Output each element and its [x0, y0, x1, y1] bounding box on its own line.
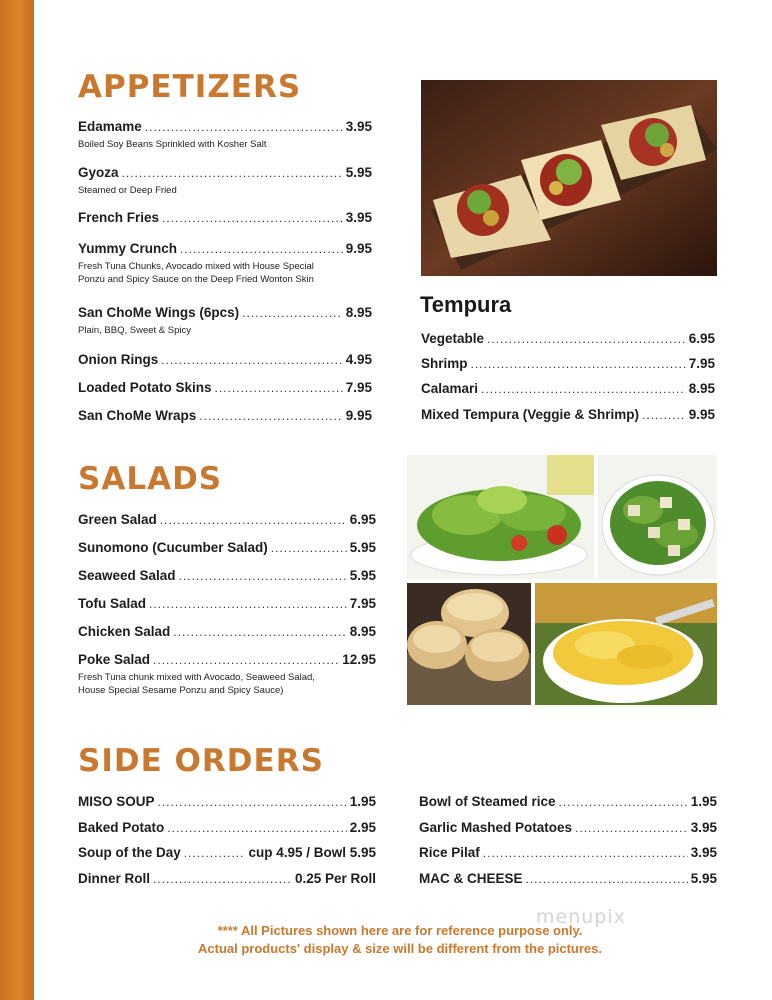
appetizer-photo: [421, 80, 717, 276]
item-name: Yummy Crunch: [78, 241, 178, 256]
menu-item: [421, 406, 715, 424]
item-price: 12.95: [342, 652, 376, 667]
menu-item: [78, 304, 372, 337]
item-price: 1.95: [690, 794, 717, 809]
menu-item: [78, 651, 376, 697]
item-price: 7.95: [345, 380, 372, 395]
menu-item: [78, 567, 376, 585]
item-name: San ChoMe Wings (6pcs): [78, 305, 240, 320]
item-name: Bowl of Steamed rice: [419, 794, 556, 809]
menu-item: [78, 164, 372, 197]
item-name: Soup of the Day: [78, 845, 181, 860]
item-name: Loaded Potato Skins: [78, 380, 212, 395]
item-price: 6.95: [688, 331, 715, 346]
item-price: 4.95: [345, 352, 372, 367]
item-name: MISO SOUP: [78, 794, 155, 809]
orange-side-border: [0, 0, 34, 1000]
item-price: 3.95: [690, 845, 717, 860]
item-name: Tofu Salad: [78, 596, 147, 611]
item-name: Seaweed Salad: [78, 568, 176, 583]
menu-item: [78, 511, 376, 529]
menu-item: [78, 623, 376, 641]
item-price: 6.95: [349, 512, 376, 527]
menu-item: [78, 595, 376, 613]
item-description-line2: Ponzu and Spicy Sauce on the Deep Fried Wonton Skin: [78, 274, 314, 285]
item-price: 7.95: [688, 356, 715, 371]
menu-item: [78, 209, 372, 227]
item-price: 0.25 Per Roll: [294, 871, 376, 886]
item-price: 5.95: [345, 165, 372, 180]
item-name: Dinner Roll: [78, 871, 151, 886]
item-price: 9.95: [345, 408, 372, 423]
item-price: 8.95: [345, 305, 372, 320]
item-description: Plain, BBQ, Sweet & Spicy: [78, 325, 191, 336]
item-price: 1.95: [349, 794, 376, 809]
salads-title: SALADS: [78, 461, 223, 497]
item-name: MAC & CHEESE: [419, 871, 523, 886]
item-name: Sunomono (Cucumber Salad): [78, 540, 268, 555]
menu-item: [78, 844, 376, 862]
menu-item: [419, 819, 717, 837]
item-name: Onion Rings: [78, 352, 159, 367]
item-description: Fresh Tuna Chunks, Avocado mixed with House Special: [78, 261, 314, 272]
disclaimer-line-2: Actual products' display & size will be different from the pictures.: [198, 941, 602, 956]
item-name: Shrimp: [421, 356, 468, 371]
item-description: Steamed or Deep Fried: [78, 185, 177, 196]
item-price: 5.95: [349, 540, 376, 555]
mac-and-cheese-photo: [535, 583, 717, 705]
item-name: Chicken Salad: [78, 624, 171, 639]
item-name: Garlic Mashed Potatoes: [419, 820, 573, 835]
item-price: 8.95: [688, 381, 715, 396]
menu-item: [78, 407, 372, 425]
menu-item: [78, 379, 372, 397]
item-name: Green Salad: [78, 512, 157, 527]
item-price: cup 4.95 / Bowl 5.95: [248, 845, 376, 860]
item-name: Gyoza: [78, 165, 119, 180]
item-name: Edamame: [78, 119, 142, 134]
menu-item: [78, 539, 376, 557]
item-name: French Fries: [78, 210, 160, 225]
menu-item: [419, 793, 717, 811]
menu-item: [419, 844, 717, 862]
menupix-watermark: menupix: [536, 906, 626, 928]
item-price: 3.95: [690, 820, 717, 835]
item-description: Boiled Soy Beans Sprinkled with Kosher Salt: [78, 139, 267, 150]
menu-item: [78, 793, 376, 811]
tofu-salad-photo: [598, 455, 717, 579]
item-price: 9.95: [345, 241, 372, 256]
menu-item: [78, 118, 372, 151]
item-name: Rice Pilaf: [419, 845, 480, 860]
item-price: 8.95: [349, 624, 376, 639]
appetizers-title: APPETIZERS: [78, 69, 302, 105]
side-orders-title: SIDE ORDERS: [78, 743, 324, 779]
menu-item: [78, 870, 376, 888]
menu-item: [421, 355, 715, 373]
item-price: 5.95: [349, 568, 376, 583]
item-name: Calamari: [421, 381, 479, 396]
menu-item: [78, 351, 372, 369]
dinner-rolls-photo: [407, 583, 531, 705]
item-name: Vegetable: [421, 331, 485, 346]
item-price: 5.95: [690, 871, 717, 886]
tempura-title: Tempura: [420, 292, 512, 317]
menu-item: [78, 819, 376, 837]
item-price: 3.95: [345, 119, 372, 134]
item-description-line2: House Special Sesame Ponzu and Spicy Sauce): [78, 685, 284, 696]
item-name: Baked Potato: [78, 820, 165, 835]
disclaimer-line-1: **** All Pictures shown here are for reference purpose only.: [217, 923, 583, 938]
menu-item: [419, 870, 717, 888]
item-name: San ChoMe Wraps: [78, 408, 197, 423]
green-salad-photo: [407, 455, 594, 579]
item-price: 3.95: [345, 210, 372, 225]
item-name: Poke Salad: [78, 652, 151, 667]
menu-item: [421, 380, 715, 398]
item-description: Fresh Tuna chunk mixed with Avocado, Seaweed Salad,: [78, 672, 315, 683]
item-price: 2.95: [349, 820, 376, 835]
item-name: Mixed Tempura (Veggie & Shrimp): [421, 407, 640, 422]
item-price: 9.95: [688, 407, 715, 422]
menu-item: [78, 240, 372, 286]
menu-item: [421, 330, 715, 348]
item-price: 7.95: [349, 596, 376, 611]
